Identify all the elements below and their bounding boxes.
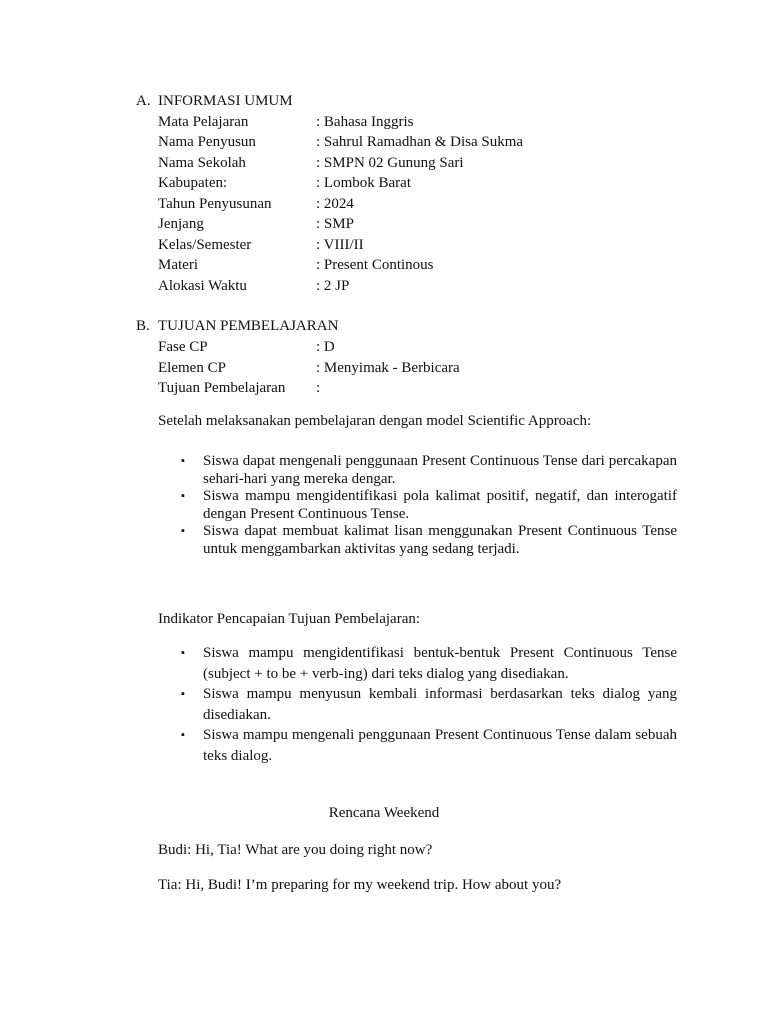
goal-label: Fase CP [158, 339, 208, 355]
info-value: : Sahrul Ramadhan & Disa Sukma [316, 134, 524, 150]
bullet-icon: ▪ [181, 729, 185, 741]
info-value: : SMP [316, 216, 354, 232]
list-item-text: Siswa mampu mengenali penggunaan Present Continuous Tense dalam sebuah teks dialog. [203, 727, 677, 764]
goal-label: Tujuan Pembelajaran [158, 380, 286, 396]
info-label: Jenjang [158, 216, 204, 232]
list-item [181, 643, 677, 684]
list-item-text: Siswa mampu mengidentifikasi pola kalimat positif, negatif, dan interogatif dengan Present Continuous Tense. [203, 488, 677, 522]
list-item [181, 523, 677, 558]
info-label: Mata Pelajaran [158, 113, 249, 130]
list-item-text: Siswa mampu menyusun kembali informasi berdasarkan teks dialog yang disediakan. [203, 686, 677, 723]
info-label: Nama Penyusun [158, 134, 256, 150]
section-a-title: INFORMASI UMUM [158, 93, 293, 109]
list-item [181, 488, 677, 523]
list-item-text: Siswa dapat mengenali penggunaan Present Continuous Tense dari percakapan sehari-hari yang mereka dengar. [203, 453, 677, 487]
dialog-line: Budi: Hi, Tia! What are you doing right now? [158, 842, 433, 858]
section-a-letter: A. [136, 93, 151, 109]
dialog-title: Rencana Weekend [328, 805, 440, 821]
info-value: : Bahasa Inggris [316, 113, 414, 130]
info-value: : VIII/II [316, 236, 364, 253]
list-item [181, 453, 677, 488]
indicator-heading: Indikator Pencapaian Tujuan Pembelajaran: [158, 611, 421, 627]
info-label: Kabupaten: [158, 175, 228, 191]
goals-list [181, 453, 677, 558]
goal-value: : Menyimak - Berbicara [316, 359, 460, 376]
goal-value: : [316, 380, 321, 396]
indicators-list [181, 643, 677, 766]
info-label: Kelas/Semester [158, 236, 252, 253]
info-label: Alokasi Waktu [158, 277, 247, 294]
info-value: : Lombok Barat [316, 175, 411, 191]
info-value: : Present Continous [316, 257, 434, 273]
info-label: Materi [158, 257, 198, 273]
info-label: Nama Sekolah [158, 154, 246, 171]
list-item [181, 725, 677, 766]
info-value: : SMPN 02 Gunung Sari [316, 154, 464, 171]
info-value: : 2024 [316, 195, 354, 212]
bullet-icon: ▪ [181, 455, 185, 467]
goal-value: : D [316, 339, 335, 355]
goals-intro: Setelah melaksanakan pembelajaran dengan model Scientific Approach: [158, 413, 592, 429]
list-item-text: Siswa mampu mengidentifikasi bentuk-bentuk Present Continuous Tense (subject + to be + verb-ing) dari teks dialog yang disediakan. [203, 645, 677, 682]
dialog-line: Tia: Hi, Budi! I’m preparing for my weekend trip. How about you? [158, 877, 562, 893]
section-b-title: TUJUAN PEMBELAJARAN [158, 318, 339, 334]
bullet-icon: ▪ [181, 490, 185, 502]
section-b-letter: B. [136, 318, 150, 334]
list-item [181, 684, 677, 725]
bullet-icon: ▪ [181, 647, 185, 659]
info-label: Tahun Penyusunan [158, 195, 272, 212]
bullet-icon: ▪ [181, 688, 185, 700]
info-value: : 2 JP [316, 277, 350, 294]
list-item-text: Siswa dapat membuat kalimat lisan menggunakan Present Continuous Tense untuk menggambarkan aktivitas yang sedang terjadi. [203, 523, 677, 557]
goal-label: Elemen CP [158, 359, 226, 376]
bullet-icon: ▪ [181, 525, 185, 537]
